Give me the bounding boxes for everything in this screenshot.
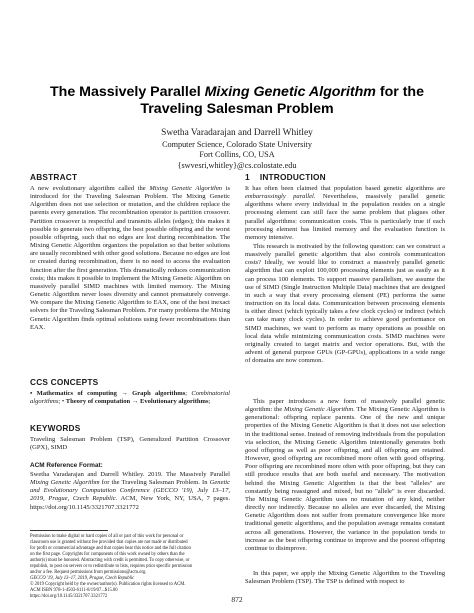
ccs-heading: CCS CONCEPTS	[30, 377, 99, 387]
footnote-divider	[30, 530, 108, 531]
affiliation-line: Computer Science, Colorado State University	[162, 140, 312, 149]
introduction-heading: 1 INTRODUCTION	[245, 172, 326, 182]
footnote-line: classroom use is granted without fee provided that copies are not made or distributed	[30, 540, 188, 545]
paper-title	[30, 84, 444, 118]
title-part2: for the	[375, 84, 424, 100]
affiliation	[0, 140, 474, 171]
title-part1: The Massively Parallel	[50, 84, 205, 100]
keywords-text: Traveling Salesman Problem (TSP), Generalized Partition Crossover (GPX), SIMD	[30, 436, 230, 452]
title-line2: Traveling Salesman Problem	[140, 101, 334, 117]
ccs-concepts-text: • Mathematics of computing → Graph algorithms; Combinatorial algorithms; • Theory of computation → Evolutionary algorithms;	[30, 390, 230, 406]
footnote-line: and/or a fee. Request permissions from permissions@acm.org.	[30, 570, 147, 575]
footnote-doi: https://doi.org/10.1145/3321707.3321772	[30, 594, 108, 599]
footnote-line: author(s) must be honored. Abstracting with credit is permitted. To copy otherwise, or	[30, 558, 190, 563]
intro-paragraph-4: In this paper, we apply the Mixing Genetic Algorithm to the Traveling Salesman Problem (TSP). The TSP is defined with respect to	[245, 570, 445, 586]
page-number: 872	[231, 595, 243, 604]
affiliation-line: Fort Collins, CO, USA	[199, 150, 275, 160]
reference-format-heading: ACM Reference Format:	[30, 462, 103, 469]
keywords-heading: KEYWORDS	[30, 423, 81, 433]
intro-paragraph-2: This research is motivated by the following question: can we construct a massively parallel genetic algorithm that also controls communication costs? Ideally, we would like to construct a massively parallel genetic algorithm that can exploit 100,000 processing elements just as easily as it can process 100 elements. To support massive parallelism, we assume the use of SIMD (Single Instruction Multiple Data) machines that are designed in such a way that every processing element (PE) performs the same instruction on its local data. Communication between processing elements is either direct (which typically takes a few clock cycles) or indirect (which can take many clock cycles). In order to achieve good performance on SIMD machines, we want to perform as many operations as possible on local data while minimizing communication costs. SIMD machines were originally created to target matrix and vector operations. But, with the advent of general purpose GPUs (GP-GPUs), applications in a wide range of domains are now common.	[245, 243, 445, 365]
footnote-venue: GECCO '19, July 13–17, 2019, Prague, Czech Republic	[30, 576, 135, 581]
abstract-text: A new evolutionary algorithm called the Mixing Genetic Algorithm is introduced for the Traveling Salesman Problem. The Mixing Genetic Algorithm does not use selection or mutation, and the children replace the parents every generation. The recombination operator is partition crossover. Partition crossover is respectful and transmits alleles (edges); this makes it possible to generate two offspring, the best possible offspring and the worst possible offspring, such that no edges are lost during recombination. The Mixing Genetic Algorithm organizes the population so that better solutions are usually recombined with other good solutions. Because no edges are lost or created during recombination, there is no need to access the evaluation function after the first generation. This dramatically reduces communication costs; this makes it possible to implement the Mixing Genetic Algorithm on massively parallel SIMD machines with limited memory. The Mixing Genetic Algorithm never loses diversity and cannot prematurely converge. We compare the Mixing Genetic Algorithm to EAX, one of the best inexact solvers for the Traveling Salesman Problem. For many problems the Mixing Genetic Algorithm finds optimal solutions using fewer recombinations than EAX.	[30, 185, 230, 331]
title-italic: Mixing Genetic Algorithm	[204, 84, 376, 100]
footnote-line: for profit or commercial advantage and that copies bear this notice and the full citation	[30, 546, 191, 551]
authors: Swetha Varadarajan and Darrell Whitley	[161, 128, 313, 138]
footnote-copyright: © 2019 Copyright held by the owner/author(s). Publication rights licensed to ACM.	[30, 582, 186, 587]
intro-paragraph-3: This paper introduces a new form of massively parallel genetic algorithm: the Mixing Genetic Algorithm. The Mixing Genetic Algorithm is generational: offspring replace parents. One of the new and unique properties of the Mixing Genetic Algorithm is that it does not use selection in the traditional sense. Instead of removing individuals from the population via selection, the Mixing Genetic Algorithm intentionally generates both good offspring as well as poor offspring, and all offspring are retained. However, good offspring are recombined more often with good offspring. Poor offspring are recombined more often with poor offspring, but they can still produce results that are both useful and necessary. The motivation behind the Mixing Genetic Algorithm is that the best "alleles" are constantly being reassigned and mixed, but no "allele" is ever discarded. The Mixing Genetic Algorithm uses no mutation of any kind, neither directly nor indirectly. Because no alleles are ever discarded, the Mixing Genetic Algorithm does not suffer from premature convergence like more traditional genetic algorithms, and the population average remains constant across all generations. However, the variance in the population tends to increase as the best offspring continue to improve and the poorest offspring continue to disimprove.	[245, 398, 445, 552]
section-number: 1	[245, 172, 250, 182]
reference-format-text: Swetha Varadarajan and Darrell Whitley. 2019. The Massively Parallel Mixing Genetic Algorithm for the Traveling Salesman Problem. In Genetic and Evolutionary Computation Conference (GECCO '19), July 13–17, 2019, Prague, Czech Republic. ACM, New York, NY, USA, 7 pages. https://doi.org/10.1145/3321707.3321772	[30, 471, 231, 511]
intro-paragraph-1: It has often been claimed that population based genetic algorithms are embarrassingly parallel. Nevertheless, massively parallel genetic algorithms where every individual in the population resides on a single processing element can still face the same problem that plagues other parallel algorithms: communication costs. This is particularly true if each processing element has limited memory and the evaluation function is memory intensive.	[245, 185, 445, 241]
abstract-heading: ABSTRACT	[30, 172, 78, 182]
footnote-line: republish, to post on servers or to redistribute to lists, requires prior specific permission	[30, 564, 193, 569]
footnote-line: Permission to make digital or hard copies of all or part of this work for personal or	[30, 534, 184, 539]
email-line: {swvesri,whitley}@cs.colostate.edu	[177, 160, 297, 170]
footnote-line: on the first page. Copyrights for components of this work owned by others than the	[30, 552, 185, 557]
permission-footnote	[30, 534, 230, 600]
footnote-isbn: ACM ISBN 978-1-4503-6111-8/19/07...$15.00	[30, 588, 118, 593]
